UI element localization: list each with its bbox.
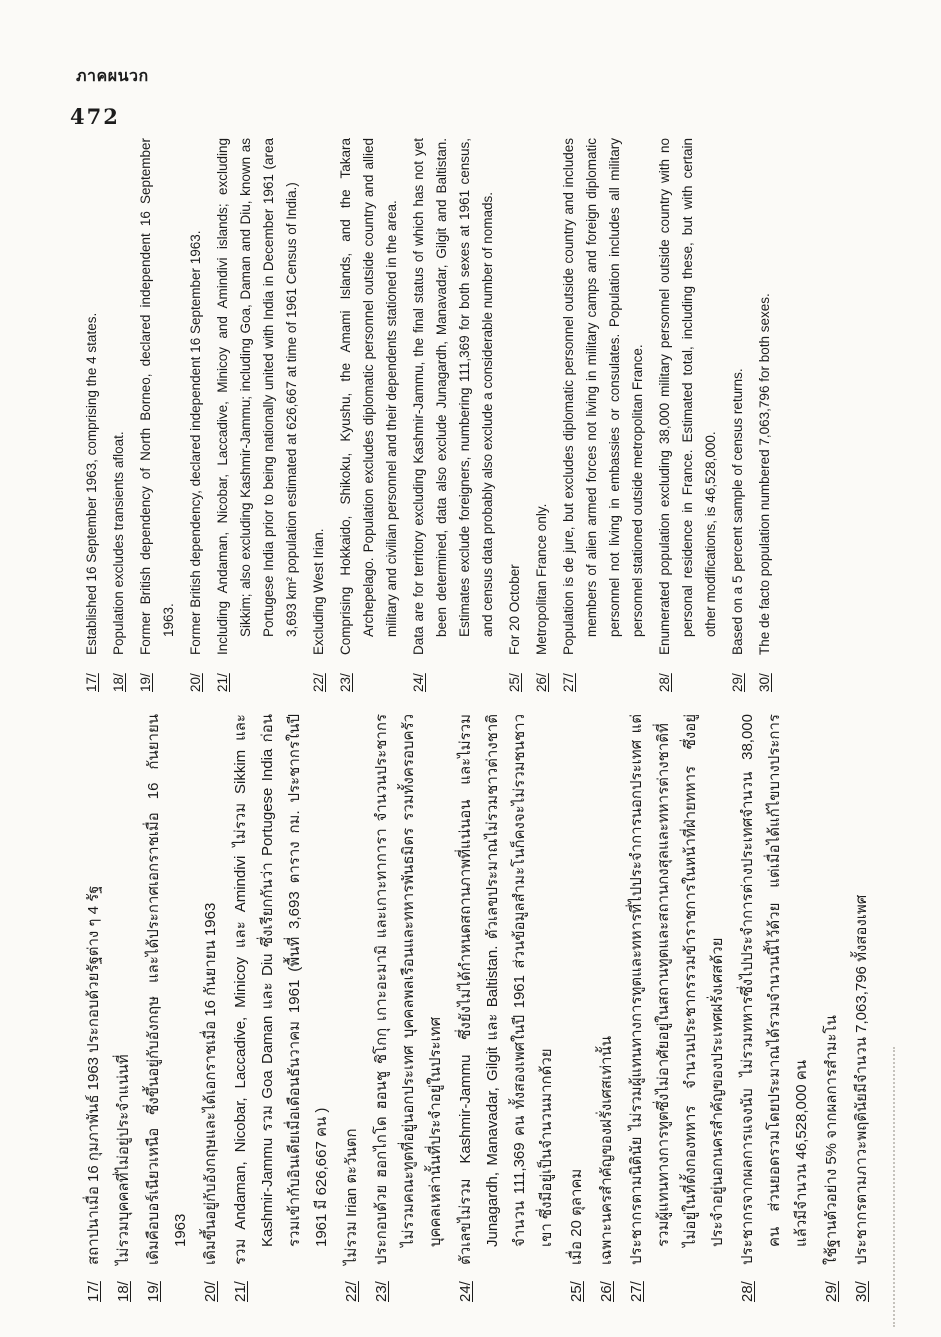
footnote-number: 17/	[85, 1281, 102, 1302]
footnote-number: 25/	[507, 673, 522, 692]
footnote-item	[80, 138, 103, 692]
footnote-text: The de facto population numbered 7,063,796 for both sexes.	[757, 293, 772, 655]
footnote-text: ไม่รวม Irian ตะวันตก	[343, 1128, 360, 1265]
footnote-number: 24/	[411, 673, 426, 692]
footnote-item	[338, 714, 365, 1302]
footnote-text: ประกอบด้วย ฮอกไกโด ฮอนชู ชิโกกุ เกาะอะมามิ และเกาะทาการา จำนวนประชากรไม่รวมคณะทูตที่อยู่นอกประเทศ บุคคลพลเรือนและทหารพันธมิตร รวมทั้งครอบครัวบุคคลเหล่านั้นที่ประจำอยู่ในประเทศ	[373, 714, 444, 1265]
footnote-text: ประชากรจากผลการแจงนับ ไม่รวมทหารซึ่งไปประจำการต่างประเทศจำนวน 38,000 คน ส่วนยอดรวมโดยประมาณได้รวมจำนวนนี้ไว้ด้วย แต่เมื่อได้แก้ไขบางประการแล้วมีจำนวน 46,528,000 คน	[739, 714, 810, 1265]
footnote-text: Comprising Hokkaido, Shikoku, Kyushu, the Amami Islands, and the Takara Archepelago. Population excludes diplomatic personnel outside country and allied military and civilian personnel and their dependents stationed in the area.	[338, 138, 399, 655]
page-number: 472	[70, 104, 120, 129]
footnote-item	[557, 138, 649, 692]
footnote-number: 29/	[730, 673, 745, 692]
footnote-text: Former British dependency of North Borneo, declared independent 16 September 1963.	[138, 138, 176, 655]
footnote-item	[734, 714, 815, 1302]
footnote-item	[227, 714, 335, 1302]
footnote-text: เดิมขึ้นอยู่กับอังกฤษและได้เอกราชเมื่อ 16 กันยายน 1963	[202, 902, 219, 1265]
footnote-number: 28/	[739, 1281, 756, 1302]
footnote-number: 22/	[343, 1281, 360, 1302]
footnote-number: 18/	[111, 673, 126, 692]
footnote-item	[334, 138, 403, 692]
footnote-item	[563, 714, 590, 1302]
footnote-item	[107, 138, 130, 692]
footnote-item	[848, 714, 875, 1302]
footnote-item	[653, 138, 722, 692]
footnote-item	[80, 714, 107, 1302]
footnote-item	[623, 714, 731, 1302]
footnote-text: Population is de jure, but excludes diplomatic personnel outside country and includes members of alien armed forces not living in military camps and foreign diplomatic personnel not living in embassies or consulates. Population includes all military personnel stationed outside metropolitan France.	[561, 138, 645, 655]
footnote-text: Including Andaman, Nicobar, Laccadive, Minicoy and Amindivi islands; excluding Sikkim; also excluding Kashmir-Jammu; including Goa, Daman and Diu, known as Portugese India prior to being nationally united with India in December 1961 (area 3,693 km² population estimated at 626,667 at time of 1961 Census of India.)	[215, 138, 299, 655]
footnote-item	[726, 138, 749, 692]
footnote-number: 24/	[457, 1281, 474, 1302]
footnote-text: ตัวเลขไม่รวม Kashmir-Jammu ซึ่งยังไม่ได้กำหนดสถานภาพที่แน่นอน และไม่รวม Junagardh, Manavadar, Gilgit และ Baltistan. ตัวเลขประมาณไม่รวมชาวต่างชาติจำนวน 111,369 คน ทั้งสองเพศในปี 1961 ส่วนข้อมูลสำมะโนก็คงจะไม่รวมชนชาวเขา ซึ่งมีอยู่เป็นจำนวนมากด้วย	[457, 714, 555, 1265]
footnote-text: Population excludes transients afloat.	[111, 431, 126, 655]
footnote-text: ไม่รวมบุคคลที่ไม่อยู่ประจำแน่นที่	[115, 1054, 132, 1265]
footnote-text: Metropolitan France only.	[534, 503, 549, 655]
footnote-item	[197, 714, 224, 1302]
footnote-number: 21/	[232, 1281, 249, 1302]
footnote-text: ใช้ฐานตัวอย่าง 5% จากผลการสำมะโน	[823, 1015, 840, 1265]
footnote-item	[184, 138, 207, 692]
footnote-number: 25/	[568, 1281, 585, 1302]
footnote-item	[110, 714, 137, 1302]
footnote-number: 22/	[311, 673, 326, 692]
footnote-number: 19/	[145, 1281, 162, 1302]
footnote-text: Former British dependency, declared independent 16 September 1963.	[188, 230, 203, 655]
appendix-label: ภาคผนวก	[76, 68, 149, 85]
footnote-number: 30/	[853, 1281, 870, 1302]
footnote-item	[593, 714, 620, 1302]
footnote-number: 23/	[338, 673, 353, 692]
footnote-text: Excluding West Irian.	[311, 528, 326, 655]
footnote-text: สถาปนาเมื่อ 16 กุมภาพันธ์ 1963 ประกอบด้วยรัฐต่าง ๆ 4 รัฐ	[85, 885, 102, 1265]
footnote-text: ประชากรตามนิตินัย ไม่รวมผู้แทนทางการทูตและทหารที่ไปประจำการนอกประเทศ แต่รวมผู้แทนทางการทูตซึ่งไม่อาศัยอยู่ในสถานทูตและสถานกงสุลและทหารต่างชาติที่ไม่อยู่ในที่ตั้งกองทหาร จำนวนประชากรรวมข้าราชการในหน้าที่ฝ่ายทหาร ซึ่งอยู่ประจำอยู่นอกนครสำคัญของประเทศฝรั่งเศสด้วย	[628, 714, 726, 1265]
footnote-text: ประชากรตามภาวะพฤตินัยมีจำนวน 7,063,796 ทั้งสองเพศ	[853, 894, 870, 1265]
footnote-text: Data are for territory excluding Kashmir-Jammu, the final status of which has not yet been determined, data also exclude Junagardh, Manavadar, Gilgit and Baltistan. Estimates exclude foreigners, numbering 111,369 for both sexes at 1961 census, and census data probably also exclude a considerable number of nomads.	[411, 138, 495, 655]
footnote-text: รวม Andaman, Nicobar, Laccadive, Minicoy และ Amindivi ไม่รวม Sikkim และ Kashmir-Jammu รวม Goa Daman และ Diu ซึ่งเรียกกันว่า Portugese India ก่อนรวมเข้ากับอินเดียเมื่อเดือนธันวาคม 1961 (พื้นที่ 3,693 ตาราง กม. ประชากรในปี 1961 มี 626,667 คน )	[232, 714, 330, 1265]
footnote-number: 20/	[202, 1281, 219, 1302]
english-footnotes-column	[80, 138, 872, 692]
footnote-text: เดิมคือบอร์เนียวเหนือ ซึ่งขึ้นอยู่กับอังกฤษ และได้ประกาศเอกราชเมื่อ 16 กันยายน 1963	[145, 714, 189, 1265]
footnote-text: เฉพาะนครสำคัญของฝรั่งเศสเท่านั้น	[598, 1036, 615, 1265]
rotated-footnotes-area	[80, 138, 872, 1302]
footnote-item	[407, 138, 499, 692]
footnote-item	[307, 138, 330, 692]
footnote-number: 20/	[188, 673, 203, 692]
footnote-number: 26/	[534, 673, 549, 692]
footnote-item	[452, 714, 560, 1302]
footnote-number: 28/	[657, 673, 672, 692]
footnote-text: Enumerated population excluding 38,000 military personnel outside country with no personal residence in France. Estimated total, including these, but with certain other modifications, is 46,528,000.	[657, 138, 718, 655]
footnote-number: 17/	[84, 673, 99, 692]
footnote-item	[753, 138, 776, 692]
footnote-number: 29/	[823, 1281, 840, 1302]
footnote-text: Established 16 September 1963, comprising the 4 states.	[84, 312, 99, 655]
footnote-number: 27/	[561, 673, 576, 692]
footnote-number: 23/	[373, 1281, 390, 1302]
footnote-text: เมื่อ 20 ตุลาคม	[568, 1168, 585, 1265]
footnote-item	[134, 138, 180, 692]
footnote-number: 27/	[628, 1281, 645, 1302]
footnote-item	[530, 138, 553, 692]
footnote-number: 19/	[138, 673, 153, 692]
footnote-item	[140, 714, 194, 1302]
footnote-number: 21/	[215, 673, 230, 692]
footnote-item	[368, 714, 449, 1302]
scan-crease-artifact	[893, 1047, 895, 1327]
footnote-number: 18/	[115, 1281, 132, 1302]
footnote-item	[503, 138, 526, 692]
footnote-text: For 20 October	[507, 564, 522, 655]
footnote-item	[818, 714, 845, 1302]
footnote-item	[211, 138, 303, 692]
thai-footnotes-column	[80, 714, 872, 1302]
footnote-number: 26/	[598, 1281, 615, 1302]
footnote-number: 30/	[757, 673, 772, 692]
footnote-text: Based on a 5 percent sample of census returns.	[730, 368, 745, 655]
